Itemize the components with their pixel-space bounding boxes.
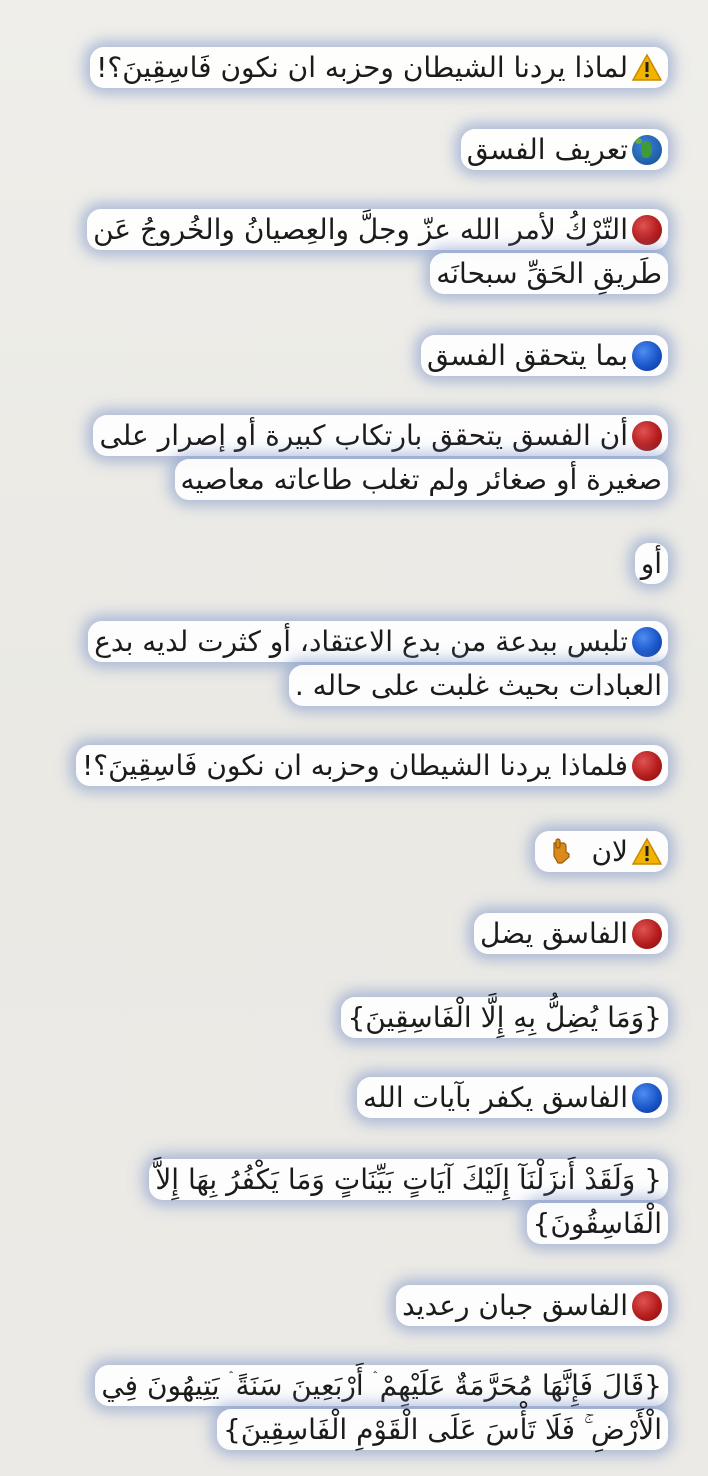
red-circle-icon [632,1291,662,1321]
line-how-2 [0,620,708,708]
warning-icon [632,53,662,83]
line-verse-2 [0,1158,708,1246]
line-definition-heading [0,128,708,172]
line-or [0,542,708,586]
line-text: الفاسق يضل [480,917,628,950]
red-circle-icon [632,919,662,949]
line-how-heading [0,334,708,378]
verse-text: { وَلَقَدْ أَنزَلْنَآ إِلَيْكَ آيَاتٍ بَيِّنَاتٍ وَمَا يَكْفُرُ بِهَا إِلاَّ الْفَاسِقُونَ} [155,1163,662,1240]
line-text: التّرْكُ لأمر الله عزّ وجلَّ والعِصيانُ والخُروجُ عَن طَريقِ الحَقِّ سبحانَه [93,213,662,290]
line-text: فلماذا يردنا الشيطان وحزبه ان نكون فَاسِقِينَ؟! [82,749,628,782]
line-verse-1 [0,996,708,1040]
line-text: لماذا يردنا الشيطان وحزبه ان نكون فَاسِقِينَ؟! [96,51,628,84]
line-text: بما يتحقق الفسق [427,339,628,372]
red-circle-icon [632,215,662,245]
red-circle-icon [632,421,662,451]
line-verse-3 [0,1364,708,1452]
line-text: الفاسق يكفر بآيات الله [363,1081,628,1114]
line-text: أو [640,547,662,580]
line-question [0,46,708,90]
warning-icon [632,837,662,867]
line-text: أن الفسق يتحقق بارتكاب كبيرة أو إصرار على صغيرة أو صغائر ولم تغلب طاعاته معاصيه [99,419,662,496]
verse-text: {وَمَا يُضِلُّ بِهِ إِلَّا الْفَاسِقِينَ} [347,1001,662,1034]
pointing-down-icon [545,837,575,867]
globe-icon [632,135,662,165]
line-how-1 [0,414,708,502]
line-text: الفاسق جبان رعديد [402,1289,628,1322]
line-definition [0,208,708,296]
blue-circle-icon [632,627,662,657]
blue-circle-icon [632,341,662,371]
line-because [0,830,708,874]
line-text: تعريف الفسق [466,133,628,166]
line-text: تلبس ببدعة من بدع الاعتقاد، أو كثرت لديه بدع العبادات بحيث غلبت على حاله . [94,625,662,702]
line-disbelieves [0,1076,708,1120]
verse-text: {قَالَ فَإِنَّهَا مُحَرَّمَةٌ عَلَيْهِمْ ۛ أَرْبَعِينَ سَنَةً ۛ يَتِيهُونَ فِي الْأَرْضِ ۚ فَلَا تَأْسَ عَلَى الْقَوْمِ الْفَاسِقِينَ} [101,1369,662,1446]
red-circle-icon [632,751,662,781]
blue-circle-icon [632,1083,662,1113]
line-coward [0,1284,708,1328]
line-misguides [0,912,708,956]
line-text: لان [591,835,628,868]
line-why-question [0,744,708,788]
